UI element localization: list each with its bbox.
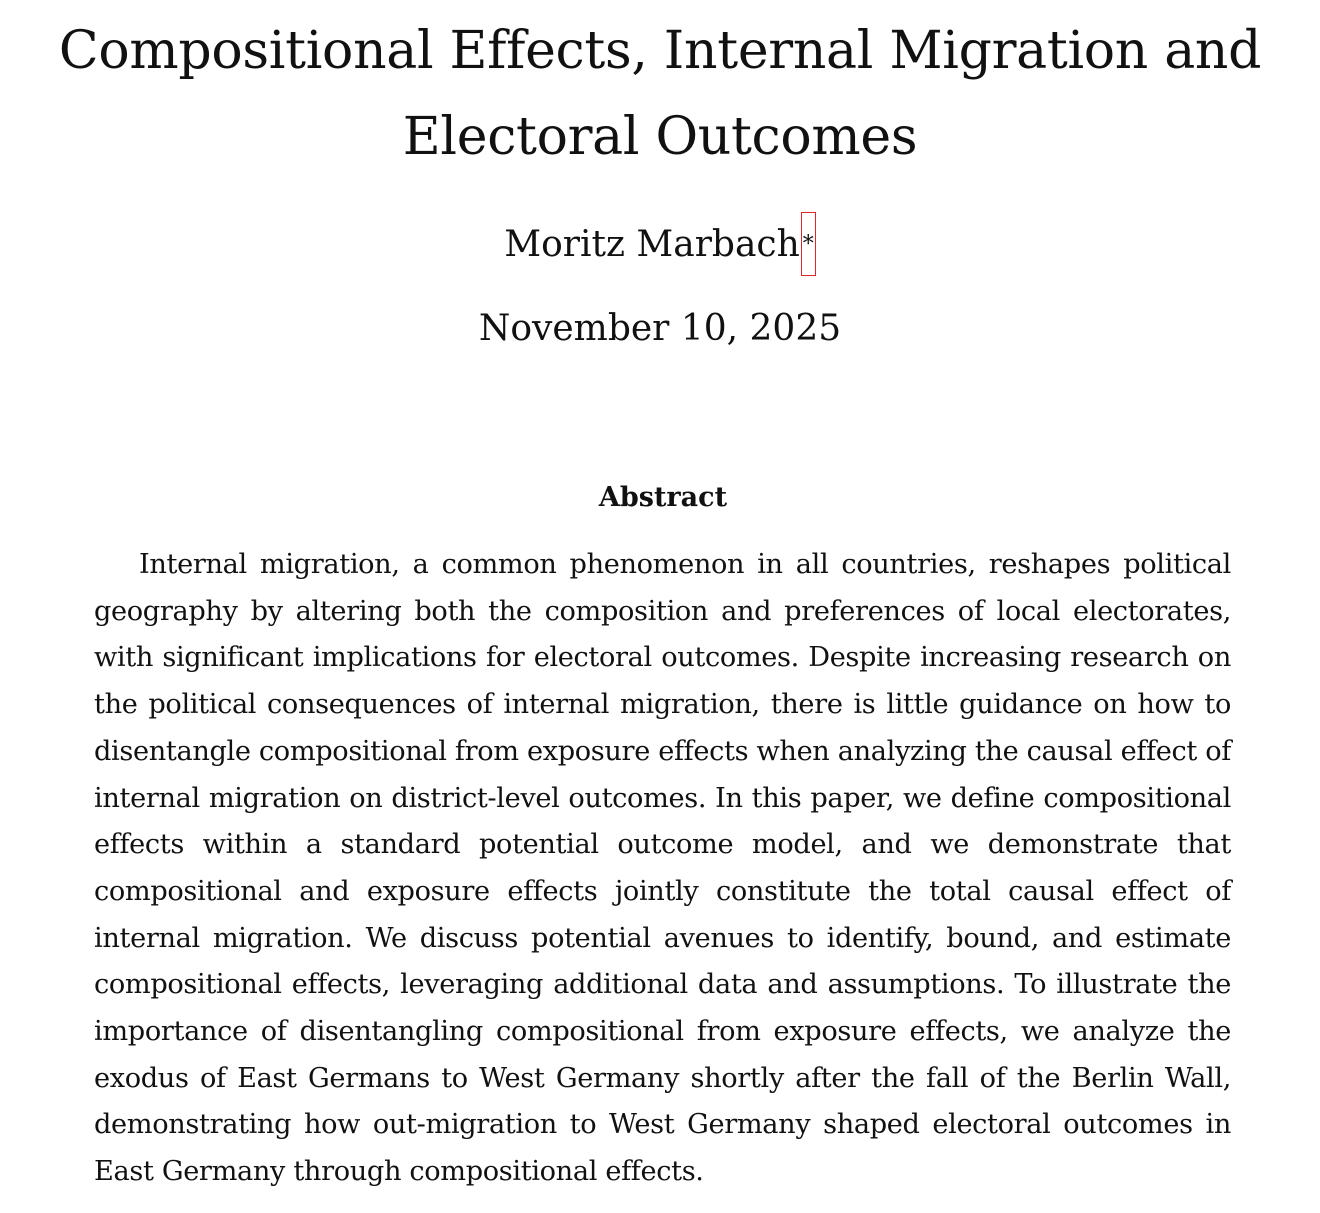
paper-date: November 10, 2025: [478, 308, 842, 349]
author-line: [0, 222, 1320, 286]
paper-title: Compositional Effects, Internal Migration and Electoral Outcomes: [58, 21, 1262, 167]
abstract-heading: Abstract: [598, 482, 728, 513]
author-name: Moritz Marbach: [504, 224, 800, 265]
author-footnote-link[interactable]: *: [801, 212, 816, 276]
abstract-text: Internal migration, a common phenomenon in all countries, reshapes political geography by altering both the composition and preferences of local electorates, with significant implications for electoral outcomes. Despite increasing research on the political consequences of internal migration, there is little guidance on how to disentangle compositional from exposure effects when analyzing the causal effect of internal migration on district-level outcomes. In this paper, we define compositional effects within a standard potential outcome model, and we demonstrate that compositional and exposure effects jointly constitute the total causal effect of internal migration. We discuss potential avenues to identify, bound, and estimate compositional effects, leveraging additional data and assumptions. To illustrate the importance of disentangling compositional from exposure effects, we analyze the exodus of East Germans to West Germany shortly after the fall of the Berlin Wall, demonstrating how out-migration to West Germany shaped electoral outcomes in East Germany through compositional effects.: [94, 549, 1231, 1188]
